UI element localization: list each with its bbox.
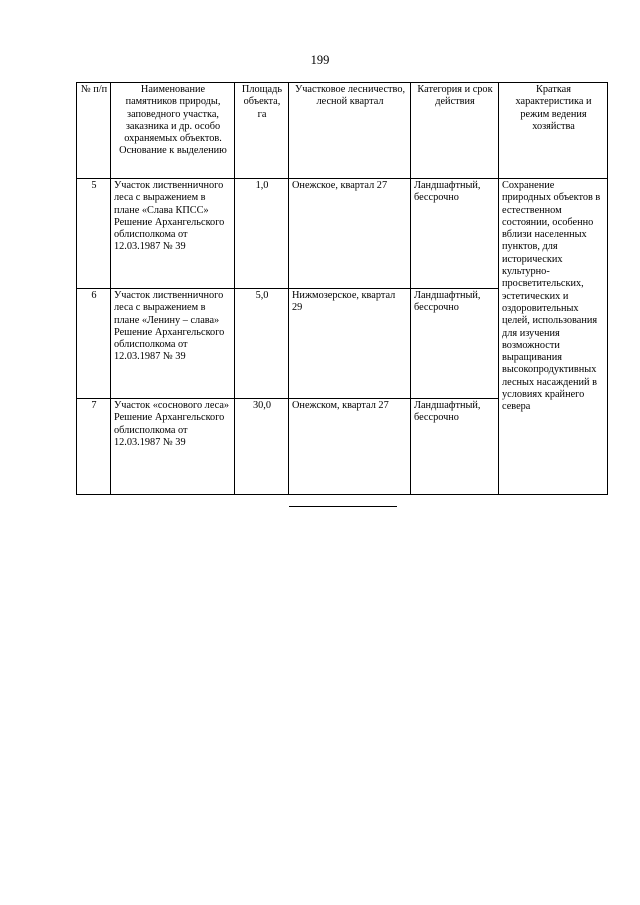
cell-name: Участок «соснового леса» Решение Архангельского облисполкома от 12.03.1987 № 39: [111, 399, 235, 495]
cell-category: Ландшафтный, бессрочно: [411, 399, 499, 495]
header-name: Наименование памятников природы, заповедного участка, заказника и др. особо охраняемых объектов. Основание к выделению: [111, 83, 235, 179]
cell-forestry: Онежское, квартал 27: [289, 179, 411, 289]
header-category: Категория и срок действия: [411, 83, 499, 179]
cell-area: 5,0: [235, 289, 289, 399]
cell-num: 6: [77, 289, 111, 399]
header-forestry: Участковое лесничество, лесной квартал: [289, 83, 411, 179]
cell-shared-description: Сохранение природных объектов в естественном состоянии, особенно вблизи населенных пунктов, для исторических культурно-просветительских, эстетических и оздоровительных целей, использования для изучения возможности выращивания высокопродуктивных лесных насаждений в условиях крайнего севера: [499, 179, 608, 495]
cell-num: 7: [77, 399, 111, 495]
cell-forestry: Нижмозерское, квартал 29: [289, 289, 411, 399]
page-number: 199: [310, 53, 330, 67]
cell-name: Участок лиственничного леса с выражением в плане «Слава КПСС» Решение Архангельского облисполкома от 12.03.1987 № 39: [111, 179, 235, 289]
header-area: Площадь объекта, га: [235, 83, 289, 179]
table-row: [77, 179, 608, 289]
cell-num: 5: [77, 179, 111, 289]
protected-areas-table: [76, 82, 608, 495]
header-description: Краткая характеристика и режим ведения хозяйства: [499, 83, 608, 179]
cell-category: Ландшафтный, бессрочно: [411, 289, 499, 399]
cell-area: 30,0: [235, 399, 289, 495]
cell-forestry: Онежском, квартал 27: [289, 399, 411, 495]
cell-name: Участок лиственничного леса с выражением в плане «Ленину – слава» Решение Архангельского облисполкома от 12.03.1987 № 39: [111, 289, 235, 399]
end-separator-line: [289, 506, 397, 507]
header-num: № п/п: [77, 83, 111, 179]
table-header-row: [77, 83, 608, 179]
cell-area: 1,0: [235, 179, 289, 289]
cell-category: Ландшафтный, бессрочно: [411, 179, 499, 289]
